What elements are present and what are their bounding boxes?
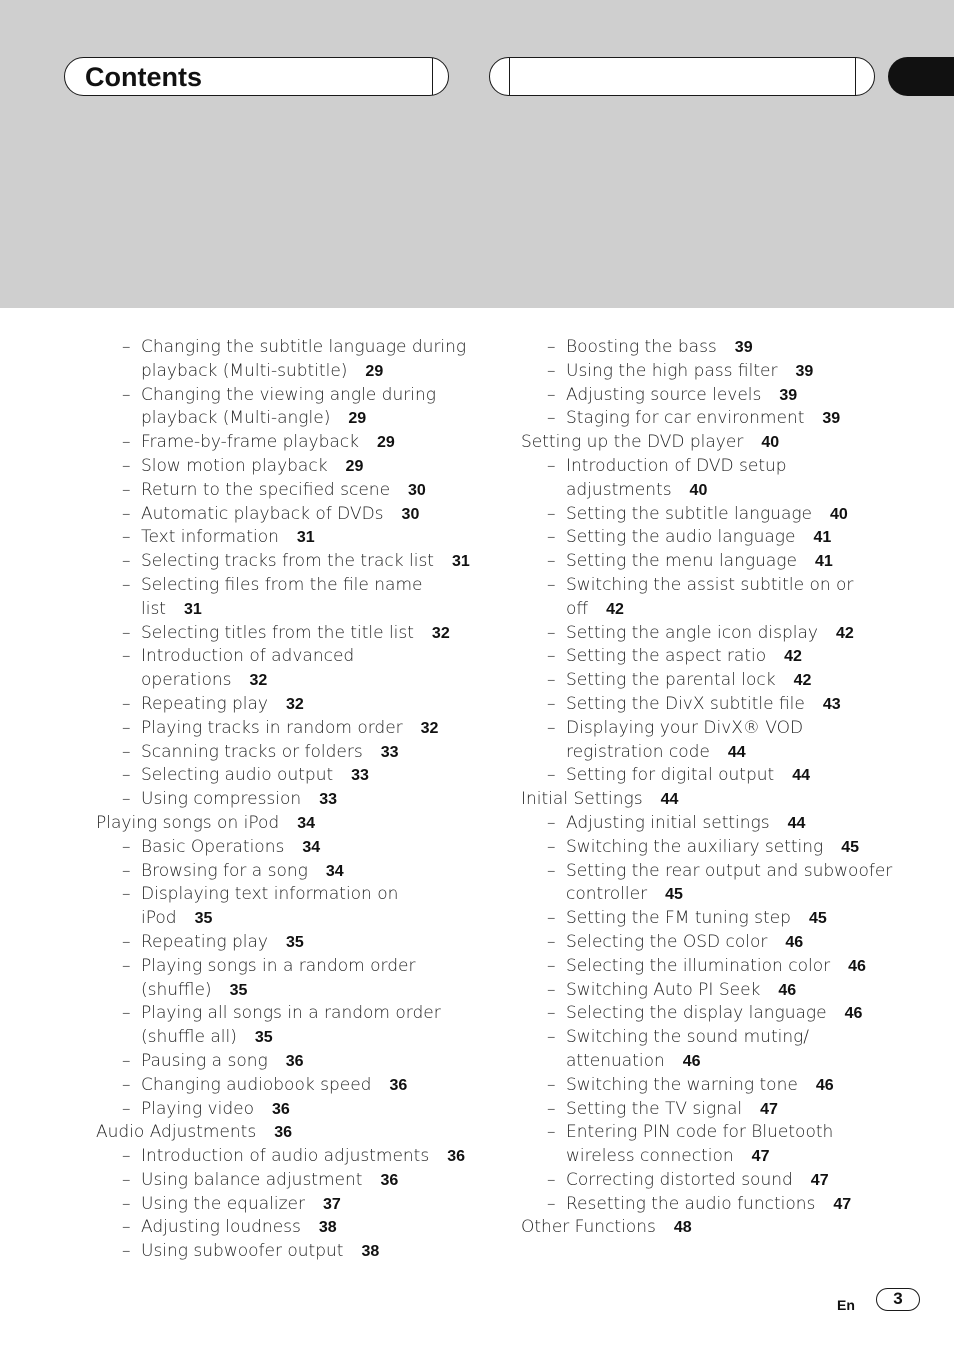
- toc-subentry[interactable]: [521, 693, 901, 717]
- toc-subentry[interactable]: [96, 1169, 476, 1193]
- toc-page-number: 40: [761, 434, 780, 452]
- toc-page-number: 36: [447, 1148, 465, 1166]
- toc-dash: –: [547, 384, 556, 405]
- toc-subentry[interactable]: [521, 1169, 901, 1193]
- page-title: Contents: [85, 62, 202, 92]
- toc-dash: –: [122, 527, 131, 548]
- toc-page-number: 36: [389, 1076, 408, 1094]
- toc-subentry[interactable]: [96, 860, 476, 884]
- toc-entry-text: Correcting distorted sound: [566, 1169, 793, 1190]
- toc-entry-text: Changing audiobook speed: [141, 1074, 372, 1095]
- toc-page-number: 40: [830, 505, 848, 523]
- toc-page-number: 34: [302, 838, 321, 856]
- toc-subentry[interactable]: [96, 1240, 476, 1264]
- toc-subentry[interactable]: [96, 955, 476, 1003]
- toc-dash: –: [547, 860, 556, 881]
- toc-dash: –: [547, 955, 556, 976]
- page-number: 3: [876, 1288, 920, 1311]
- toc-subentry[interactable]: [521, 1074, 901, 1098]
- toc-dash: –: [547, 670, 556, 691]
- toc-dash: –: [122, 337, 131, 357]
- toc-entry-text: Scanning tracks or folders: [141, 741, 363, 762]
- toc-subentry[interactable]: [96, 622, 476, 646]
- toc-page-number: 32: [420, 719, 439, 737]
- toc-subentry[interactable]: [521, 645, 901, 669]
- toc-section-entry[interactable]: [521, 1216, 901, 1240]
- toc-subentry[interactable]: [96, 574, 476, 622]
- title-pill: [64, 57, 449, 96]
- toc-page-number: 48: [673, 1219, 692, 1237]
- toc-subentry[interactable]: [521, 812, 901, 836]
- toc-subentry[interactable]: [521, 836, 901, 860]
- toc-dash: –: [547, 1027, 556, 1048]
- toc-dash: –: [122, 479, 131, 500]
- toc-page-number: 47: [833, 1195, 852, 1213]
- toc-entry-text: Setting the DivX subtitle file: [566, 693, 805, 714]
- toc-entry-text: Setting for digital output: [566, 765, 775, 786]
- toc-dash: –: [122, 503, 131, 524]
- toc-entry-text: operations: [141, 670, 232, 691]
- toc-entry-text: Using balance adjustment: [141, 1169, 363, 1190]
- toc-subentry[interactable]: [521, 955, 901, 979]
- toc-dash: –: [122, 1074, 131, 1095]
- toc-column-left: [96, 336, 476, 1264]
- toc-page-number: 45: [841, 838, 860, 856]
- toc-entry-text: Using subwoofer output: [141, 1241, 344, 1262]
- toc-entry-text: Audio Adjustments: [96, 1122, 257, 1143]
- toc-dash: –: [122, 646, 131, 667]
- toc-dash: –: [547, 1003, 556, 1024]
- toc-entry-text: Initial Settings: [521, 789, 643, 810]
- toc-page-number: 39: [822, 410, 841, 428]
- toc-entry-text: Changing the subtitle language during: [141, 337, 467, 357]
- toc-dash: –: [547, 1169, 556, 1190]
- toc-section-entry[interactable]: [521, 788, 901, 812]
- toc-entry-text: adjustments: [566, 479, 672, 500]
- toc-subentry[interactable]: [96, 764, 476, 788]
- toc-page-number: 43: [822, 695, 841, 713]
- toc-subentry[interactable]: [521, 455, 901, 503]
- toc-entry-text: (shuffle all): [141, 1027, 237, 1048]
- toc-page-number: 47: [810, 1171, 829, 1189]
- toc-subentry[interactable]: [96, 693, 476, 717]
- toc-entry-text: Playing all songs in a random order: [141, 1003, 441, 1024]
- toc-dash: –: [122, 1050, 131, 1071]
- toc-subentry[interactable]: [521, 1098, 901, 1122]
- toc-page-number: 36: [285, 1052, 304, 1070]
- toc-subentry[interactable]: [96, 931, 476, 955]
- toc-subentry[interactable]: [521, 1002, 901, 1026]
- toc-page-number: 41: [813, 529, 832, 547]
- toc-page-number: 44: [660, 791, 679, 809]
- toc-dash: –: [122, 432, 131, 453]
- toc-page-number: 33: [380, 743, 399, 761]
- toc-page-number: 33: [319, 791, 337, 809]
- toc-dash: –: [547, 1098, 556, 1119]
- toc-subentry[interactable]: [96, 550, 476, 574]
- toc-subentry[interactable]: [521, 979, 901, 1003]
- toc-page-number: 35: [194, 910, 213, 928]
- toc-entry-text: controller: [566, 884, 648, 905]
- toc-subentry[interactable]: [521, 764, 901, 788]
- toc-dash: –: [547, 408, 556, 429]
- toc-subentry[interactable]: [521, 717, 901, 765]
- toc-entry-text: Using the high pass filter: [566, 360, 778, 381]
- toc-dash: –: [547, 622, 556, 643]
- toc-subentry[interactable]: [521, 907, 901, 931]
- toc-subentry[interactable]: [521, 622, 901, 646]
- toc-page-number: 37: [322, 1195, 341, 1213]
- toc-page-number: 46: [844, 1005, 863, 1023]
- toc-page-number: 34: [297, 814, 315, 832]
- toc-page-number: 40: [689, 481, 708, 499]
- toc-subentry[interactable]: [96, 1002, 476, 1050]
- toc-section-entry[interactable]: [96, 812, 476, 836]
- toc-entry-text: Basic Operations: [141, 836, 285, 857]
- toc-page-number: 39: [795, 362, 814, 380]
- toc-page-number: 31: [183, 600, 202, 618]
- toc-entry-text: Using compression: [141, 789, 302, 810]
- toc-dash: –: [547, 765, 556, 786]
- toc-page-number: 35: [254, 1029, 273, 1047]
- toc-page-number: 39: [779, 386, 798, 404]
- toc-entry-text: Introduction of DVD setup: [566, 455, 787, 476]
- toc-dash: –: [122, 1217, 131, 1238]
- toc-subentry[interactable]: [96, 717, 476, 741]
- toc-subentry[interactable]: [96, 1193, 476, 1217]
- toc-entry-text: Selecting the OSD color: [566, 931, 768, 952]
- toc-entry-text: Selecting the display language: [566, 1003, 827, 1024]
- toc-subentry[interactable]: [521, 503, 901, 527]
- toc-entry-text: Setting the rear output and subwoofer: [566, 860, 893, 881]
- toc-entry-text: Return to the specified scene: [141, 479, 391, 500]
- toc-dash: –: [547, 1122, 556, 1143]
- toc-subentry[interactable]: [521, 360, 901, 384]
- toc-page-number: 47: [751, 1148, 770, 1166]
- toc-page-number: 46: [815, 1076, 834, 1094]
- toc-entry-text: Setting the subtitle language: [566, 503, 813, 524]
- toc-entry-text: Automatic playback of DVDs: [141, 503, 384, 524]
- toc-page-number: 30: [401, 505, 420, 523]
- section-tab: [888, 57, 954, 96]
- toc-dash: –: [547, 527, 556, 548]
- toc-dash: –: [122, 741, 131, 762]
- header-band: [0, 0, 954, 308]
- toc-page-number: 41: [814, 553, 833, 571]
- toc-subentry[interactable]: [96, 384, 476, 432]
- toc-page-number: 46: [778, 981, 797, 999]
- toc-entry-text: attenuation: [566, 1050, 665, 1071]
- toc-subentry[interactable]: [521, 669, 901, 693]
- toc-section-entry[interactable]: [96, 1121, 476, 1145]
- toc-subentry[interactable]: [96, 455, 476, 479]
- toc-entry-text: list: [141, 598, 166, 619]
- toc-dash: –: [547, 693, 556, 714]
- toc-entry-text: Resetting the audio functions: [566, 1193, 816, 1214]
- toc-entry-text: Setting the FM tuning step: [566, 908, 791, 929]
- toc-page-number: 32: [431, 624, 450, 642]
- toc-subentry[interactable]: [521, 384, 901, 408]
- toc-entry-text: Other Functions: [521, 1217, 656, 1238]
- toc-dash: –: [122, 1193, 131, 1214]
- toc-entry-text: Setting the TV signal: [566, 1098, 743, 1119]
- title-pill-divider: [432, 58, 433, 95]
- toc-subentry[interactable]: [521, 550, 901, 574]
- toc-dash: –: [122, 551, 131, 572]
- toc-entry-text: registration code: [566, 741, 710, 762]
- toc-page-number: 31: [296, 529, 315, 547]
- toc-entry-text: Frame-by-frame playback: [141, 432, 359, 453]
- toc-dash: –: [547, 979, 556, 1000]
- toc-dash: –: [547, 551, 556, 572]
- toc-entry-text: Switching the sound muting/: [566, 1027, 810, 1048]
- blank-header-pill: [489, 57, 875, 96]
- toc-subentry[interactable]: [96, 645, 476, 693]
- toc-dash: –: [122, 622, 131, 643]
- toc-page-number: 35: [229, 981, 248, 999]
- toc-entry-text: Switching Auto PI Seek: [566, 979, 761, 1000]
- toc-entry-text: Introduction of audio adjustments: [141, 1146, 430, 1167]
- toc-dash: –: [122, 455, 131, 476]
- toc-entry-text: Adjusting source levels: [566, 384, 762, 405]
- toc-page-number: 29: [365, 362, 384, 380]
- toc-entry-text: Boosting the bass: [566, 337, 717, 357]
- toc-dash: –: [122, 884, 131, 905]
- toc-dash: –: [122, 789, 131, 810]
- toc-entry-text: Playing songs in a random order: [141, 955, 416, 976]
- toc-dash: –: [122, 693, 131, 714]
- toc-dash: –: [122, 931, 131, 952]
- toc-dash: –: [122, 1169, 131, 1190]
- toc-entry-text: Setting the parental lock: [566, 670, 776, 691]
- blank-pill-divider-right: [855, 58, 856, 95]
- toc-entry-text: Text information: [141, 527, 279, 548]
- toc-entry-text: playback (Multi-subtitle): [141, 360, 348, 381]
- toc-entry-text: Selecting the illumination color: [566, 955, 831, 976]
- toc-page-number: 45: [808, 910, 827, 928]
- toc-subentry[interactable]: [521, 407, 901, 431]
- toc-subentry[interactable]: [96, 1145, 476, 1169]
- toc-entry-text: Setting the audio language: [566, 527, 796, 548]
- toc-dash: –: [547, 455, 556, 476]
- toc-dash: –: [122, 1098, 131, 1119]
- toc-subentry[interactable]: [96, 741, 476, 765]
- toc-page-number: 42: [784, 648, 802, 666]
- toc-subentry[interactable]: [96, 1098, 476, 1122]
- toc-dash: –: [547, 337, 556, 357]
- toc-subentry[interactable]: [521, 1121, 901, 1169]
- toc-subentry[interactable]: [96, 526, 476, 550]
- toc-entry-text: Browsing for a song: [141, 860, 308, 881]
- toc-page-number: 32: [249, 672, 268, 690]
- toc-page-number: 46: [682, 1052, 701, 1070]
- toc-subentry[interactable]: [521, 931, 901, 955]
- toc-entry-text: Slow motion playback: [141, 455, 328, 476]
- toc-page-number: 36: [274, 1124, 292, 1142]
- toc-entry-text: Selecting audio output: [141, 765, 334, 786]
- toc-entry-text: Setting the menu language: [566, 551, 797, 572]
- toc-dash: –: [547, 717, 556, 738]
- toc-entry-text: Changing the viewing angle during: [141, 384, 436, 405]
- toc-entry-text: Switching the assist subtitle on or: [566, 574, 854, 595]
- toc-subentry[interactable]: [521, 1193, 901, 1217]
- toc-entry-text: Pausing a song: [141, 1050, 268, 1071]
- toc-entry-text: off: [566, 598, 589, 619]
- toc-dash: –: [547, 1193, 556, 1214]
- toc-subentry[interactable]: [521, 860, 901, 908]
- toc-entry-text: Adjusting initial settings: [566, 812, 770, 833]
- toc-entry-text: Playing tracks in random order: [141, 717, 403, 738]
- toc-dash: –: [122, 955, 131, 976]
- toc-dash: –: [122, 765, 131, 786]
- toc-section-entry[interactable]: [521, 431, 901, 455]
- toc-dash: –: [547, 360, 556, 381]
- toc-entry-text: Displaying your DivX® VOD: [566, 717, 804, 738]
- toc-page-number: 44: [792, 767, 810, 785]
- toc-entry-text: Entering PIN code for Bluetooth: [566, 1122, 834, 1143]
- toc-dash: –: [547, 836, 556, 857]
- toc-page-number: 44: [787, 814, 806, 832]
- toc-page-number: 39: [734, 339, 753, 356]
- toc-subentry[interactable]: [521, 526, 901, 550]
- toc-subentry[interactable]: [96, 883, 476, 931]
- toc-subentry[interactable]: [96, 479, 476, 503]
- toc-dash: –: [122, 717, 131, 738]
- toc-entry-text: Selecting titles from the title list: [141, 622, 414, 643]
- toc-page-number: 29: [348, 410, 367, 428]
- toc-page-number: 46: [848, 957, 866, 975]
- toc-page-number: 45: [665, 886, 683, 904]
- toc-entry-text: Switching the auxiliary setting: [566, 836, 824, 857]
- toc-dash: –: [547, 1074, 556, 1095]
- toc-subentry[interactable]: [96, 336, 476, 384]
- toc-entry-text: Setting the aspect ratio: [566, 646, 767, 667]
- toc-entry-text: wireless connection: [566, 1146, 734, 1167]
- toc-page-number: 38: [361, 1243, 380, 1261]
- toc-page-number: 29: [345, 457, 364, 475]
- blank-pill-divider-left: [509, 58, 510, 95]
- toc-entry-text: Repeating play: [141, 931, 268, 952]
- toc-page-number: 32: [285, 695, 304, 713]
- toc-dash: –: [547, 908, 556, 929]
- toc-subentry[interactable]: [521, 574, 901, 622]
- toc-page-number: 38: [318, 1219, 337, 1237]
- toc-page-number: 44: [727, 743, 746, 761]
- toc-subentry[interactable]: [521, 336, 901, 360]
- toc-dash: –: [122, 836, 131, 857]
- toc-dash: –: [122, 384, 131, 405]
- toc-subentry[interactable]: [96, 503, 476, 527]
- toc-entry-text: (shuffle): [141, 979, 212, 1000]
- toc-dash: –: [122, 860, 131, 881]
- toc-page-number: 35: [285, 933, 304, 951]
- toc-dash: –: [122, 1241, 131, 1262]
- toc-page-number: 42: [835, 624, 854, 642]
- toc-dash: –: [547, 646, 556, 667]
- toc-entry-text: Adjusting loudness: [141, 1217, 301, 1238]
- toc-page-number: 42: [606, 600, 624, 618]
- toc-entry-text: Setting the angle icon display: [566, 622, 818, 643]
- toc-page-number: 30: [408, 481, 426, 499]
- toc-page-number: 47: [760, 1100, 778, 1118]
- toc-entry-text: Using the equalizer: [141, 1193, 305, 1214]
- toc-dash: –: [547, 574, 556, 595]
- toc-page-number: 36: [272, 1100, 290, 1118]
- toc-entry-text: Playing video: [141, 1098, 254, 1119]
- toc-dash: –: [122, 574, 131, 595]
- toc-dash: –: [122, 1003, 131, 1024]
- toc-column-right: [521, 336, 901, 1240]
- toc-subentry[interactable]: [96, 1050, 476, 1074]
- toc-entry-text: Repeating play: [141, 693, 268, 714]
- toc-page-number: 29: [377, 434, 395, 452]
- toc-dash: –: [547, 503, 556, 524]
- toc-subentry[interactable]: [96, 788, 476, 812]
- toc-entry-text: Setting up the DVD player: [521, 432, 744, 453]
- language-label: En: [837, 1297, 855, 1313]
- toc-entry-text: iPod: [141, 908, 177, 929]
- toc-subentry[interactable]: [521, 1026, 901, 1074]
- toc-subentry[interactable]: [96, 1216, 476, 1240]
- toc-dash: –: [547, 812, 556, 833]
- toc-entry-text: Playing songs on iPod: [96, 812, 280, 833]
- toc-dash: –: [547, 931, 556, 952]
- toc-page-number: 33: [351, 767, 369, 785]
- toc-entry-text: Displaying text information on: [141, 884, 399, 905]
- toc-subentry[interactable]: [96, 1074, 476, 1098]
- toc-page-number: 42: [793, 672, 812, 690]
- toc-entry-text: playback (Multi-angle): [141, 408, 331, 429]
- toc-subentry[interactable]: [96, 836, 476, 860]
- toc-subentry[interactable]: [96, 431, 476, 455]
- toc-page-number: 34: [325, 862, 344, 880]
- toc-entry-text: Selecting files from the file name: [141, 574, 423, 595]
- toc-entry-text: Staging for car environment: [566, 408, 805, 429]
- toc-page-number: 46: [785, 933, 804, 951]
- toc-entry-text: Introduction of advanced: [141, 646, 355, 667]
- toc-entry-text: Selecting tracks from the track list: [141, 551, 434, 572]
- toc-dash: –: [122, 1146, 131, 1167]
- toc-page-number: 31: [451, 553, 470, 571]
- toc-entry-text: Switching the warning tone: [566, 1074, 798, 1095]
- toc-page-number: 36: [380, 1171, 399, 1189]
